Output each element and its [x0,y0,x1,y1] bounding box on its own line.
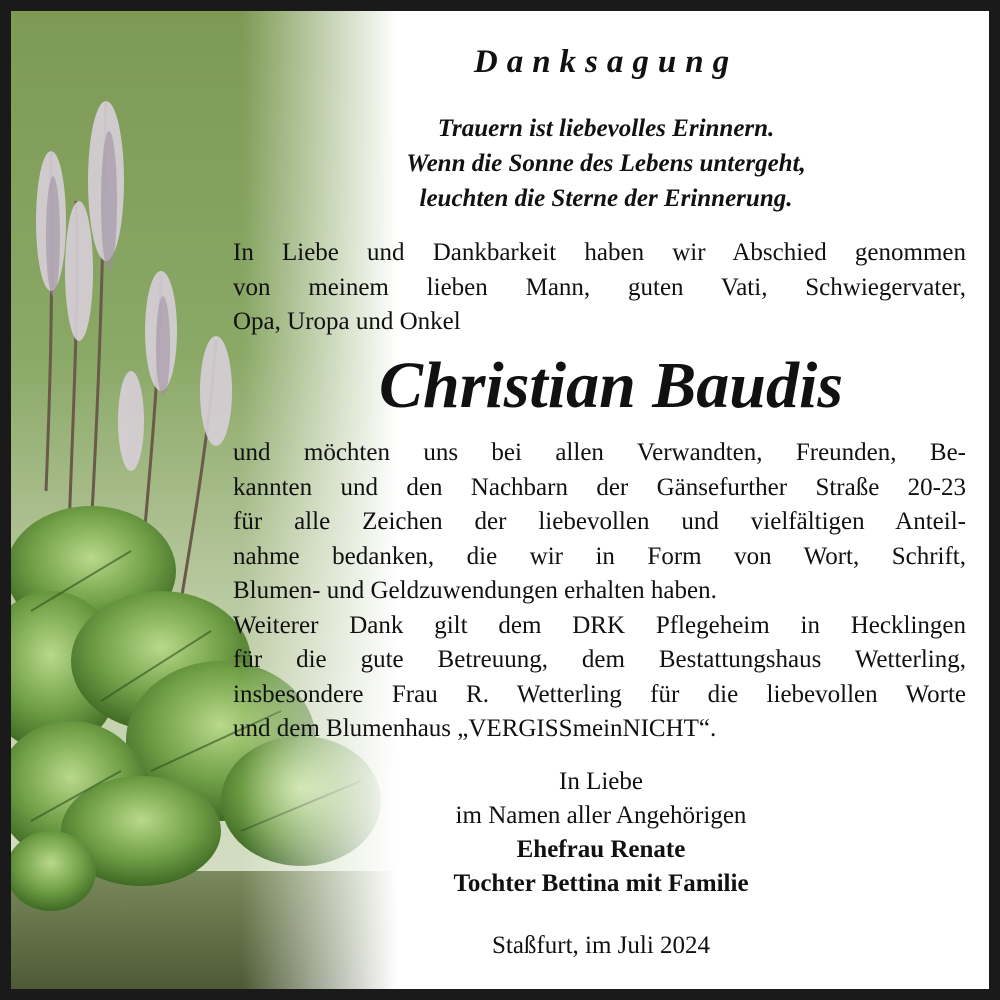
body-line: insbesondere Frau R. Wetterling für die liebevollen Worte [233,680,966,708]
motto-line: Trauern ist liebevolles Erinnern. [437,115,775,142]
motto-line: leuchten die Sterne der Erinnerung. [419,185,793,212]
signature-line: In Liebe [559,768,643,795]
intro-line: von meinem lieben Mann, guten Vati, Schwiegervater, [233,273,966,301]
intro-line: In Liebe und Dankbarkeit haben wir Abschied genommen [233,239,966,266]
obituary-text [11,11,989,989]
intro-paragraph [233,236,966,340]
body-line: für alle Zeichen der liebevollen und vielfältigen Anteil- [233,508,966,535]
intro-line: Opa, Uropa und Onkel [233,308,461,335]
signature [371,765,831,901]
motto [211,111,1000,216]
body-line: und dem Blumenhaus „VERGISSmeinNICHT“. [233,715,717,742]
signature-line: im Namen aller Angehörigen [455,802,747,829]
motto-line: Wenn die Sonne des Lebens untergeht, [406,150,806,177]
body-line: und möchten uns bei allen Verwandten, Freunden, Be- [233,439,966,466]
deceased-name: Christian Baudis [378,349,844,422]
heading: Danksagung [473,44,739,80]
body-line: Weiterer Dank gilt dem DRK Pflegeheim in Hecklingen [233,611,966,639]
body-line: Blumen- und Geldzuwendungen erhalten haben. [233,577,717,604]
body-line: für die gute Betreuung, dem Bestattungshaus Wetterling, [233,646,966,673]
place-date: Staßfurt, im Juli 2024 [491,932,711,959]
body-line: kannten und den Nachbarn der Gänsefurther Straße 20-23 [233,473,966,501]
body-line: nahme bedanken, die wir in Form von Wort, Schrift, [233,542,966,570]
signature-daughter: Tochter Bettina mit Familie [453,870,749,897]
body-paragraph [233,436,966,747]
signature-wife: Ehefrau Renate [516,836,686,863]
